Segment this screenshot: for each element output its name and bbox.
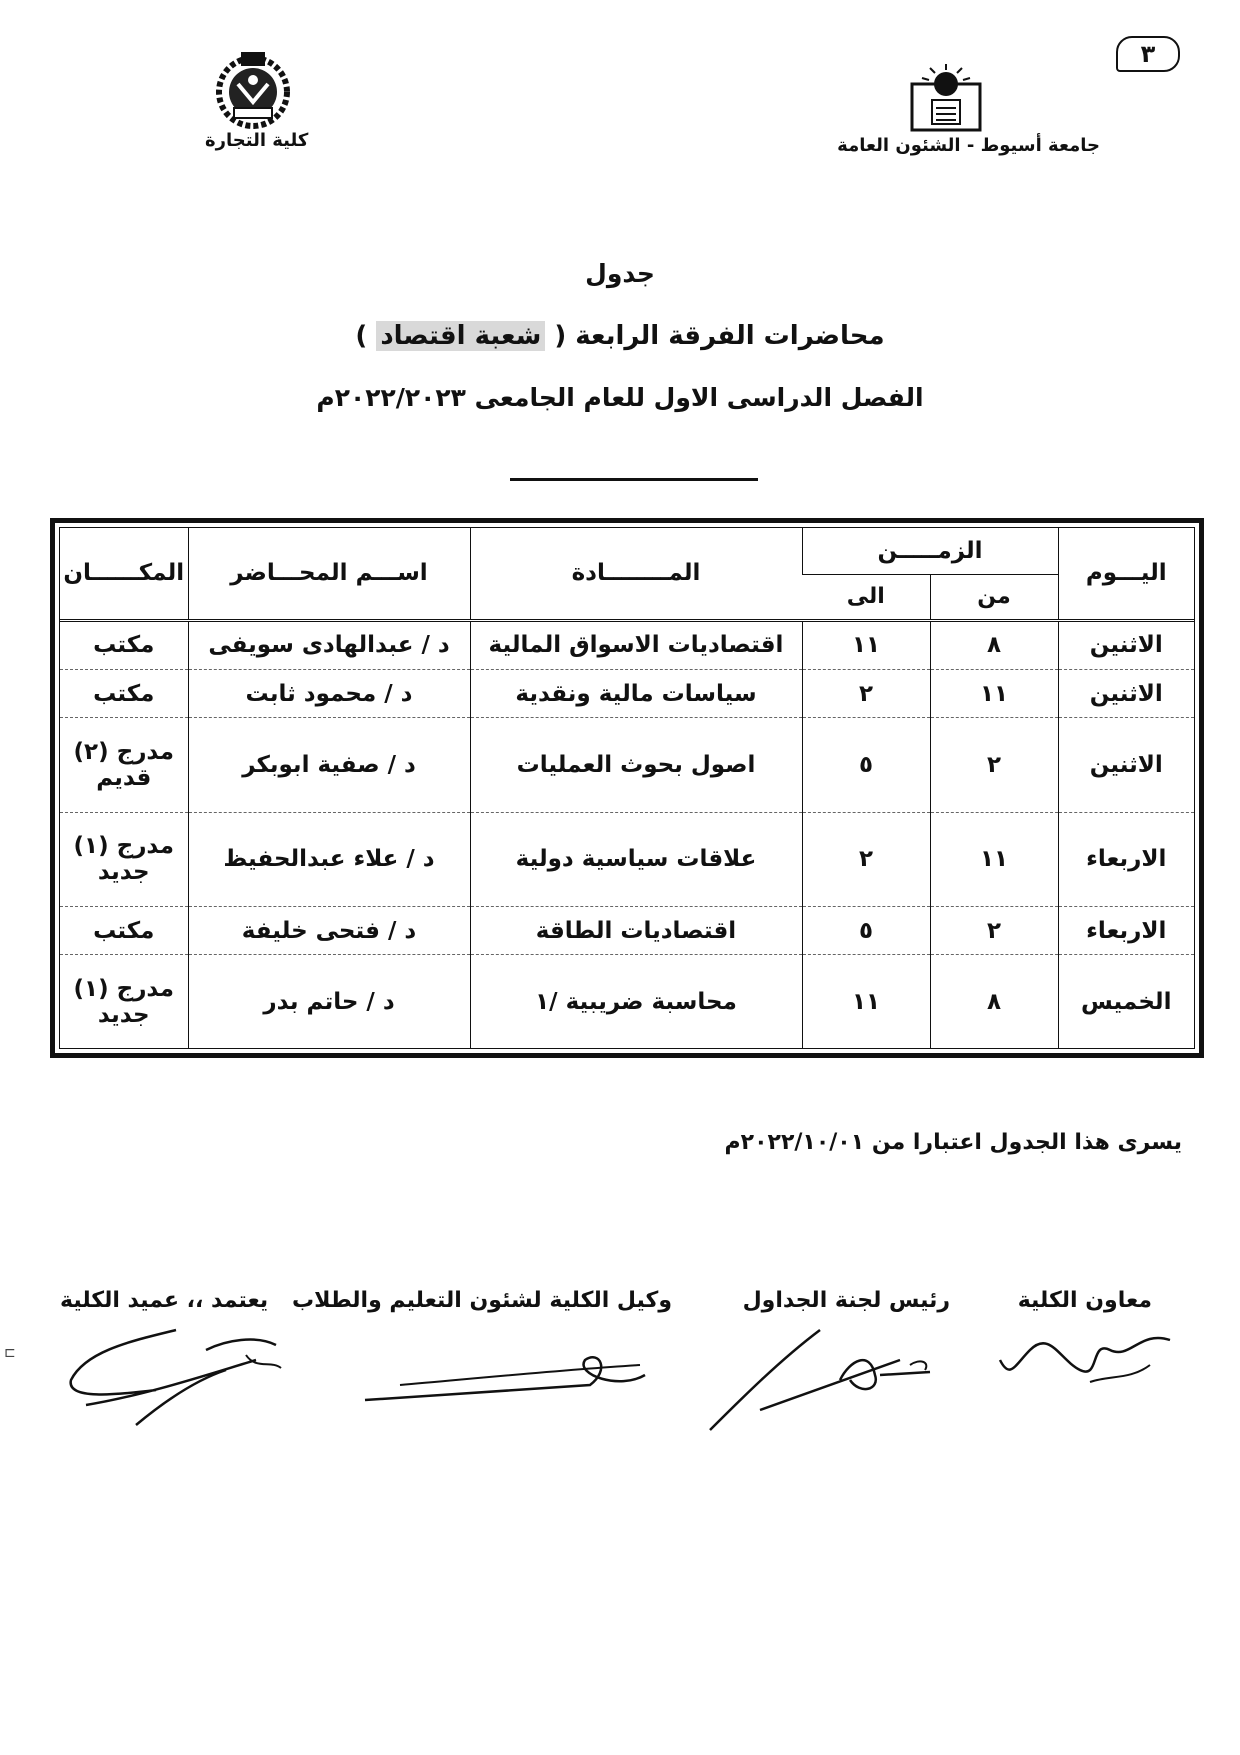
cell-subject: اقتصاديات الاسواق المالية [470, 620, 802, 670]
cell-subject: سياسات مالية ونقدية [470, 670, 802, 718]
effective-date-note: يسرى هذا الجدول اعتبارا من ٢٠٢٢/١٠/٠١م [724, 1130, 1182, 1155]
header-time: الزمـــــن [802, 528, 1058, 574]
table-row [60, 718, 1194, 812]
schedule-body [60, 620, 1194, 1048]
table-row [60, 670, 1194, 718]
lecture-schedule-table [50, 518, 1204, 1058]
signatory-vice-dean: وكيل الكلية لشئون التعليم والطلاب [292, 1288, 672, 1313]
signatory-dean: يعتمد ،، عميد الكلية [60, 1288, 269, 1313]
cell-place: مدرج (١) جديد [60, 812, 188, 906]
cell-to: ٢ [802, 812, 930, 906]
cell-lecturer: د / عبدالهادى سويفى [188, 620, 470, 670]
cell-lecturer: د / فتحى خليفة [188, 907, 470, 955]
signatory-assistant: معاون الكلية [1017, 1288, 1152, 1313]
cell-day: الاربعاء [1058, 812, 1194, 906]
cell-from: ٢ [930, 907, 1058, 955]
cell-from: ٢ [930, 718, 1058, 812]
cell-place: مكتب [60, 670, 188, 718]
committee-head-signature [700, 1320, 940, 1440]
cell-from: ١١ [930, 812, 1058, 906]
cell-place: مدرج (٢) قديم [60, 718, 188, 812]
university-affairs-label: جامعة أسيوط - الشئون العامة [837, 135, 1100, 156]
title-semester: الفصل الدراسى الاول للعام الجامعى ٢٠٢٢/٢٠٢٣م [316, 383, 924, 412]
document-titles [0, 250, 1240, 436]
header-day: اليـــوم [1058, 528, 1194, 620]
cell-place: مكتب [60, 907, 188, 955]
header-lecturer: اســـم المحـــاضر [188, 528, 470, 620]
title-division-start: محاضرات الفرقة الرابعة ( [545, 321, 885, 351]
header-subject: المــــــــادة [470, 528, 802, 620]
title-schedule: جدول [585, 259, 655, 288]
cell-to: ١١ [802, 620, 930, 670]
header-from: من [930, 574, 1058, 620]
cell-day: الاثنين [1058, 620, 1194, 670]
cell-to: ٢ [802, 670, 930, 718]
cell-from: ١١ [930, 670, 1058, 718]
title-underline [510, 478, 758, 481]
cell-to: ١١ [802, 955, 930, 1048]
page-number: ٣ [1116, 36, 1180, 72]
cell-day: الخميس [1058, 955, 1194, 1048]
schedule-grid [60, 528, 1194, 1048]
cell-lecturer: د / حاتم بدر [188, 955, 470, 1048]
faculty-of-commerce-seal-icon [210, 50, 296, 130]
cell-place: مكتب [60, 620, 188, 670]
cell-from: ٨ [930, 955, 1058, 1048]
table-row [60, 955, 1194, 1048]
header-place: المكــــــان [63, 560, 185, 587]
assistant-signature [990, 1320, 1180, 1390]
header-row [60, 528, 1194, 574]
cell-subject: اصول بحوث العمليات [470, 718, 802, 812]
cell-lecturer: د / علاء عبدالحفيظ [188, 812, 470, 906]
cell-to: ٥ [802, 907, 930, 955]
cell-lecturer: د / صفية ابوبكر [188, 718, 470, 812]
cell-from: ٨ [930, 620, 1058, 670]
vice-dean-signature [360, 1330, 660, 1410]
dean-signature [56, 1320, 286, 1430]
header-to: الى [846, 584, 885, 609]
table-row [60, 812, 1194, 906]
title-division-end: ) [355, 321, 377, 351]
title-division-highlight: شعبة اقتصاد [376, 321, 545, 351]
signatory-committee-head: رئيس لجنة الجداول [742, 1288, 950, 1313]
title-division [0, 312, 1240, 374]
schedule-inner-frame [59, 527, 1195, 1049]
cell-day: الاثنين [1058, 670, 1194, 718]
schedule-header [60, 528, 1194, 620]
cell-day: الاثنين [1058, 718, 1194, 812]
assiut-university-logo-icon [910, 62, 982, 132]
cell-to: ٥ [802, 718, 930, 812]
table-row [60, 907, 1194, 955]
faculty-label: كلية التجارة [205, 130, 309, 151]
margin-mark: ⊏ [4, 1345, 16, 1361]
cell-subject: محاسبة ضريبية /١ [470, 955, 802, 1048]
cell-subject: اقتصاديات الطاقة [470, 907, 802, 955]
cell-place: مدرج (١) جديد [73, 975, 174, 1028]
cell-subject: علاقات سياسية دولية [470, 812, 802, 906]
table-row [60, 620, 1194, 670]
cell-day: الاربعاء [1058, 907, 1194, 955]
cell-lecturer: د / محمود ثابت [188, 670, 470, 718]
